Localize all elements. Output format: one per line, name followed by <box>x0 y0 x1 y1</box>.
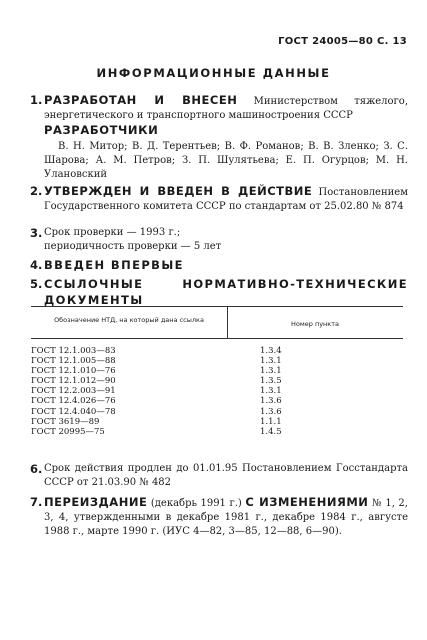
item-7 <box>30 495 408 539</box>
item-7-part-2: № 1, 2, 3, 4, утвержденными в декабре 1981 г., декабре 1984 г., августе 1988 г., марте 1990 г. (ИУС 4—82, 3—85, 12—88, 6—90). <box>44 498 408 537</box>
item-3-line-1: Срок проверки — 1993 г.; <box>44 227 181 238</box>
item-2 <box>30 184 408 214</box>
page-header-reference: ГОСТ 24005—80 С. 13 <box>278 36 407 47</box>
item-1-lead: РАЗРАБОТАН И ВНЕСЕН <box>44 93 238 107</box>
table-row <box>31 386 403 396</box>
table-cell-clause: 1.1.1 <box>260 416 282 427</box>
table-row <box>31 366 403 376</box>
item-5-number: 5. <box>30 277 43 291</box>
item-6 <box>30 462 408 490</box>
table-row <box>31 376 403 386</box>
table-cell-clause: 1.3.6 <box>260 396 282 407</box>
table-row <box>31 396 403 406</box>
item-3 <box>30 226 408 254</box>
table-row <box>31 427 403 437</box>
table-cell-document: ГОСТ 12.1.003—83 <box>31 346 116 356</box>
item-2-number: 2. <box>30 184 43 198</box>
item-4 <box>30 258 408 274</box>
item-7-lead-2: С ИЗМЕНЕНИЯМИ <box>245 495 369 509</box>
table-top-rule <box>31 306 403 307</box>
table-row <box>31 346 403 356</box>
item-5 <box>30 277 408 309</box>
table-cell-document: ГОСТ 12.1.005—88 <box>31 356 116 367</box>
item-6-number: 6. <box>30 462 43 476</box>
item-7-lead: ПЕРЕИЗДАНИЕ <box>44 495 148 509</box>
item-1-text: Министерством тяжелого, энергетического и транспортного машиностроения СССР <box>44 96 408 121</box>
item-7-number: 7. <box>30 495 43 509</box>
table-header-document: Обозначение НТД, на который дана ссылка <box>54 316 204 324</box>
item-4-number: 4. <box>30 258 43 272</box>
table-cell-document: ГОСТ 12.2.003—91 <box>31 386 116 397</box>
table-cell-document: ГОСТ 20995—75 <box>31 426 105 437</box>
table-cell-clause: 1.3.5 <box>260 376 282 387</box>
item-6-text: Срок действия продлен до 01.01.95 Постановлением Госстандарта СССР от 21.03.90 № 482 <box>44 463 408 488</box>
table-body <box>31 346 403 437</box>
table-header-rule <box>31 338 403 339</box>
table-cell-document: ГОСТ 12.4.026—76 <box>31 396 116 407</box>
table-row <box>31 417 403 427</box>
table-row <box>31 407 403 417</box>
table-cell-clause: 1.4.5 <box>260 426 282 437</box>
item-5-text: ССЫЛОЧНЫЕ НОРМАТИВНО-ТЕХНИЧЕСКИЕ ДОКУМЕНТЫ <box>44 277 408 307</box>
item-3-number: 3. <box>30 226 43 240</box>
table-cell-document: ГОСТ 12.1.012—90 <box>31 376 116 387</box>
developers-heading: РАЗРАБОТЧИКИ <box>44 123 159 137</box>
item-1-number: 1. <box>30 93 43 107</box>
table-cell-clause: 1.3.4 <box>260 346 282 356</box>
table-header-clause: Номер пункта <box>290 320 339 328</box>
table-cell-document: ГОСТ 12.4.040—78 <box>31 406 116 417</box>
table-cell-clause: 1.3.6 <box>260 406 282 417</box>
item-2-lead: УТВЕРЖДЕН И ВВЕДЕН В ДЕЙСТВИЕ <box>44 184 313 198</box>
table-cell-clause: 1.3.1 <box>260 366 282 377</box>
item-7-part-1: (декабрь 1991 г.) <box>147 498 246 509</box>
item-2-text: Постановлением Государственного комитета СССР по стандартам от 25.02.80 № 874 <box>44 187 408 212</box>
section-title: ИНФОРМАЦИОННЫЕ ДАННЫЕ <box>96 66 331 80</box>
item-1 <box>30 93 408 123</box>
table-row <box>31 356 403 366</box>
table-cell-document: ГОСТ 3619—89 <box>31 416 100 427</box>
table-cell-clause: 1.3.1 <box>260 356 282 367</box>
item-3-line-2: периодичность проверки — 5 лет <box>44 241 222 252</box>
table-cell-document: ГОСТ 12.1.010—76 <box>31 366 116 377</box>
item-4-text: ВВЕДЕН ВПЕРВЫЕ <box>44 258 184 272</box>
developers-names: В. Н. Митор; В. Д. Терентьев; В. Ф. Романов; В. В. Зленко; З. С. Шарова; А. М. Петров; З. П. Шулятьева; Е. П. Огурцов; М. Н. Улановский <box>44 141 408 180</box>
table-cell-clause: 1.3.1 <box>260 386 282 397</box>
